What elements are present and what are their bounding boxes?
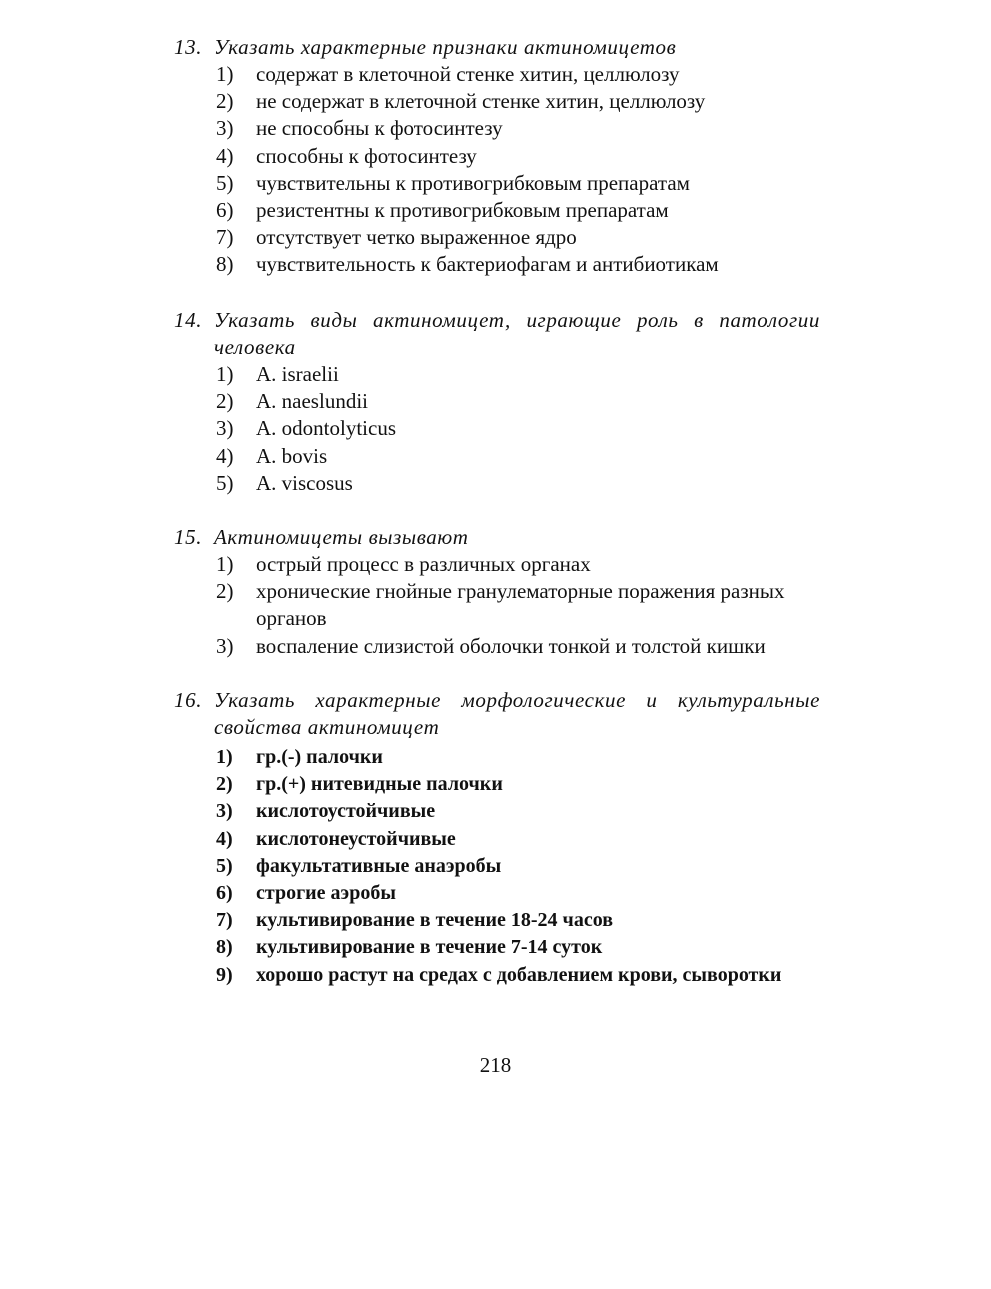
answer-option [216, 197, 820, 224]
option-number: 6) [216, 882, 233, 905]
answer-option [216, 962, 820, 989]
option-number: 3) [216, 416, 234, 441]
answer-option [216, 61, 820, 88]
option-number: 7) [216, 909, 233, 932]
option-number: 5) [216, 170, 234, 195]
option-number: 5) [216, 470, 234, 495]
question-title: Указать характерные морфологические и культуральные свойства актиномицет [214, 688, 820, 739]
option-number: 1) [216, 62, 234, 86]
option-text: кислотоустойчивые [256, 800, 436, 823]
option-number: 6) [216, 198, 234, 223]
answer-option [216, 907, 820, 934]
option-text: строгие аэробы [256, 882, 396, 905]
answer-option [216, 880, 820, 907]
question-title: Указать виды актиномицет, играющие роль в патологии человека [214, 308, 820, 359]
option-text: культивирование в течение 18-24 часов [256, 909, 614, 932]
option-number: 1) [216, 362, 234, 386]
option-number: 2) [216, 89, 234, 114]
answer-option [216, 415, 820, 442]
option-text: A. bovis [256, 443, 328, 468]
answer-option [216, 470, 820, 497]
question-14 [174, 307, 820, 497]
option-number: 4) [216, 827, 233, 850]
question-13 [174, 34, 820, 279]
option-text: чувствительность к бактериофагам и антибиотикам [256, 252, 719, 277]
option-number: 8) [216, 252, 234, 277]
option-number: 3) [216, 116, 234, 141]
answer-option [216, 388, 820, 415]
question-16 [174, 687, 820, 989]
question-title: Указать характерные признаки актиномицетов [214, 35, 677, 59]
option-text: чувствительны к противогрибковым препаратам [256, 170, 690, 195]
answer-option [216, 170, 820, 197]
answer-option [216, 115, 820, 142]
option-text: A. viscosus [256, 470, 353, 495]
answer-options [174, 744, 820, 989]
answer-option [216, 361, 820, 388]
option-text: содержат в клеточной стенке хитин, целлюлозу [256, 62, 680, 86]
option-number: 3) [216, 633, 234, 658]
option-text: A. naeslundii [256, 389, 368, 414]
question-heading [174, 687, 820, 741]
question-heading [174, 34, 820, 61]
question-number: 13. [174, 35, 203, 59]
option-text: культивирование в течение 7-14 суток [256, 936, 603, 959]
answer-option [216, 934, 820, 961]
page-number: 218 [479, 1053, 512, 1077]
option-number: 2) [216, 579, 234, 604]
option-text: резистентны к противогрибковым препаратам [256, 198, 669, 223]
answer-option [216, 798, 820, 825]
answer-option [216, 224, 820, 251]
answer-option [216, 88, 820, 115]
option-text: воспаление слизистой оболочки тонкой и толстой кишки [256, 633, 766, 658]
question-15 [174, 524, 820, 660]
answer-options [174, 551, 820, 660]
option-text: отсутствует четко выраженное ядро [256, 225, 577, 250]
answer-options [174, 361, 820, 497]
answer-option [216, 143, 820, 170]
option-text: гр.(-) палочки [256, 746, 383, 768]
question-number: 16. [174, 688, 203, 712]
option-number: 5) [216, 854, 233, 877]
option-number: 9) [216, 963, 233, 986]
option-number: 8) [216, 936, 233, 959]
option-text: хронические гнойные гранулематорные поражения разных органов [256, 579, 785, 631]
option-text: не содержат в клеточной стенке хитин, целлюлозу [256, 89, 706, 114]
option-number: 4) [216, 443, 234, 468]
option-text: A. israelii [256, 362, 339, 386]
option-text: не способны к фотосинтезу [256, 116, 503, 141]
question-number: 15. [174, 525, 203, 549]
question-number: 14. [174, 308, 203, 332]
answer-option [216, 443, 820, 470]
option-number: 2) [216, 389, 234, 414]
option-text: кислотонеустойчивые [256, 827, 456, 850]
answer-option [216, 744, 820, 771]
option-text: гр.(+) нитевидные палочки [256, 773, 503, 796]
option-number: 7) [216, 225, 234, 250]
answer-option [216, 826, 820, 853]
question-heading [174, 307, 820, 361]
question-heading [174, 524, 820, 551]
answer-option [216, 771, 820, 798]
option-text: A. odontolyticus [256, 416, 396, 441]
option-number: 1) [216, 552, 234, 576]
option-number: 4) [216, 143, 234, 168]
option-number: 1) [216, 746, 233, 768]
answer-option [216, 578, 820, 632]
option-text: факультативные анаэробы [256, 854, 502, 877]
answer-option [216, 551, 820, 578]
answer-option [216, 853, 820, 880]
answer-option [216, 251, 820, 278]
question-title: Актиномицеты вызывают [214, 525, 469, 549]
answer-options [174, 61, 820, 279]
option-text: хорошо растут на средах с добавлением крови, сыворотки [256, 963, 782, 986]
option-number: 2) [216, 773, 233, 796]
option-text: способны к фотосинтезу [256, 143, 477, 168]
answer-option [216, 633, 820, 660]
option-number: 3) [216, 800, 233, 823]
option-text: острый процесс в различных органах [256, 552, 591, 576]
